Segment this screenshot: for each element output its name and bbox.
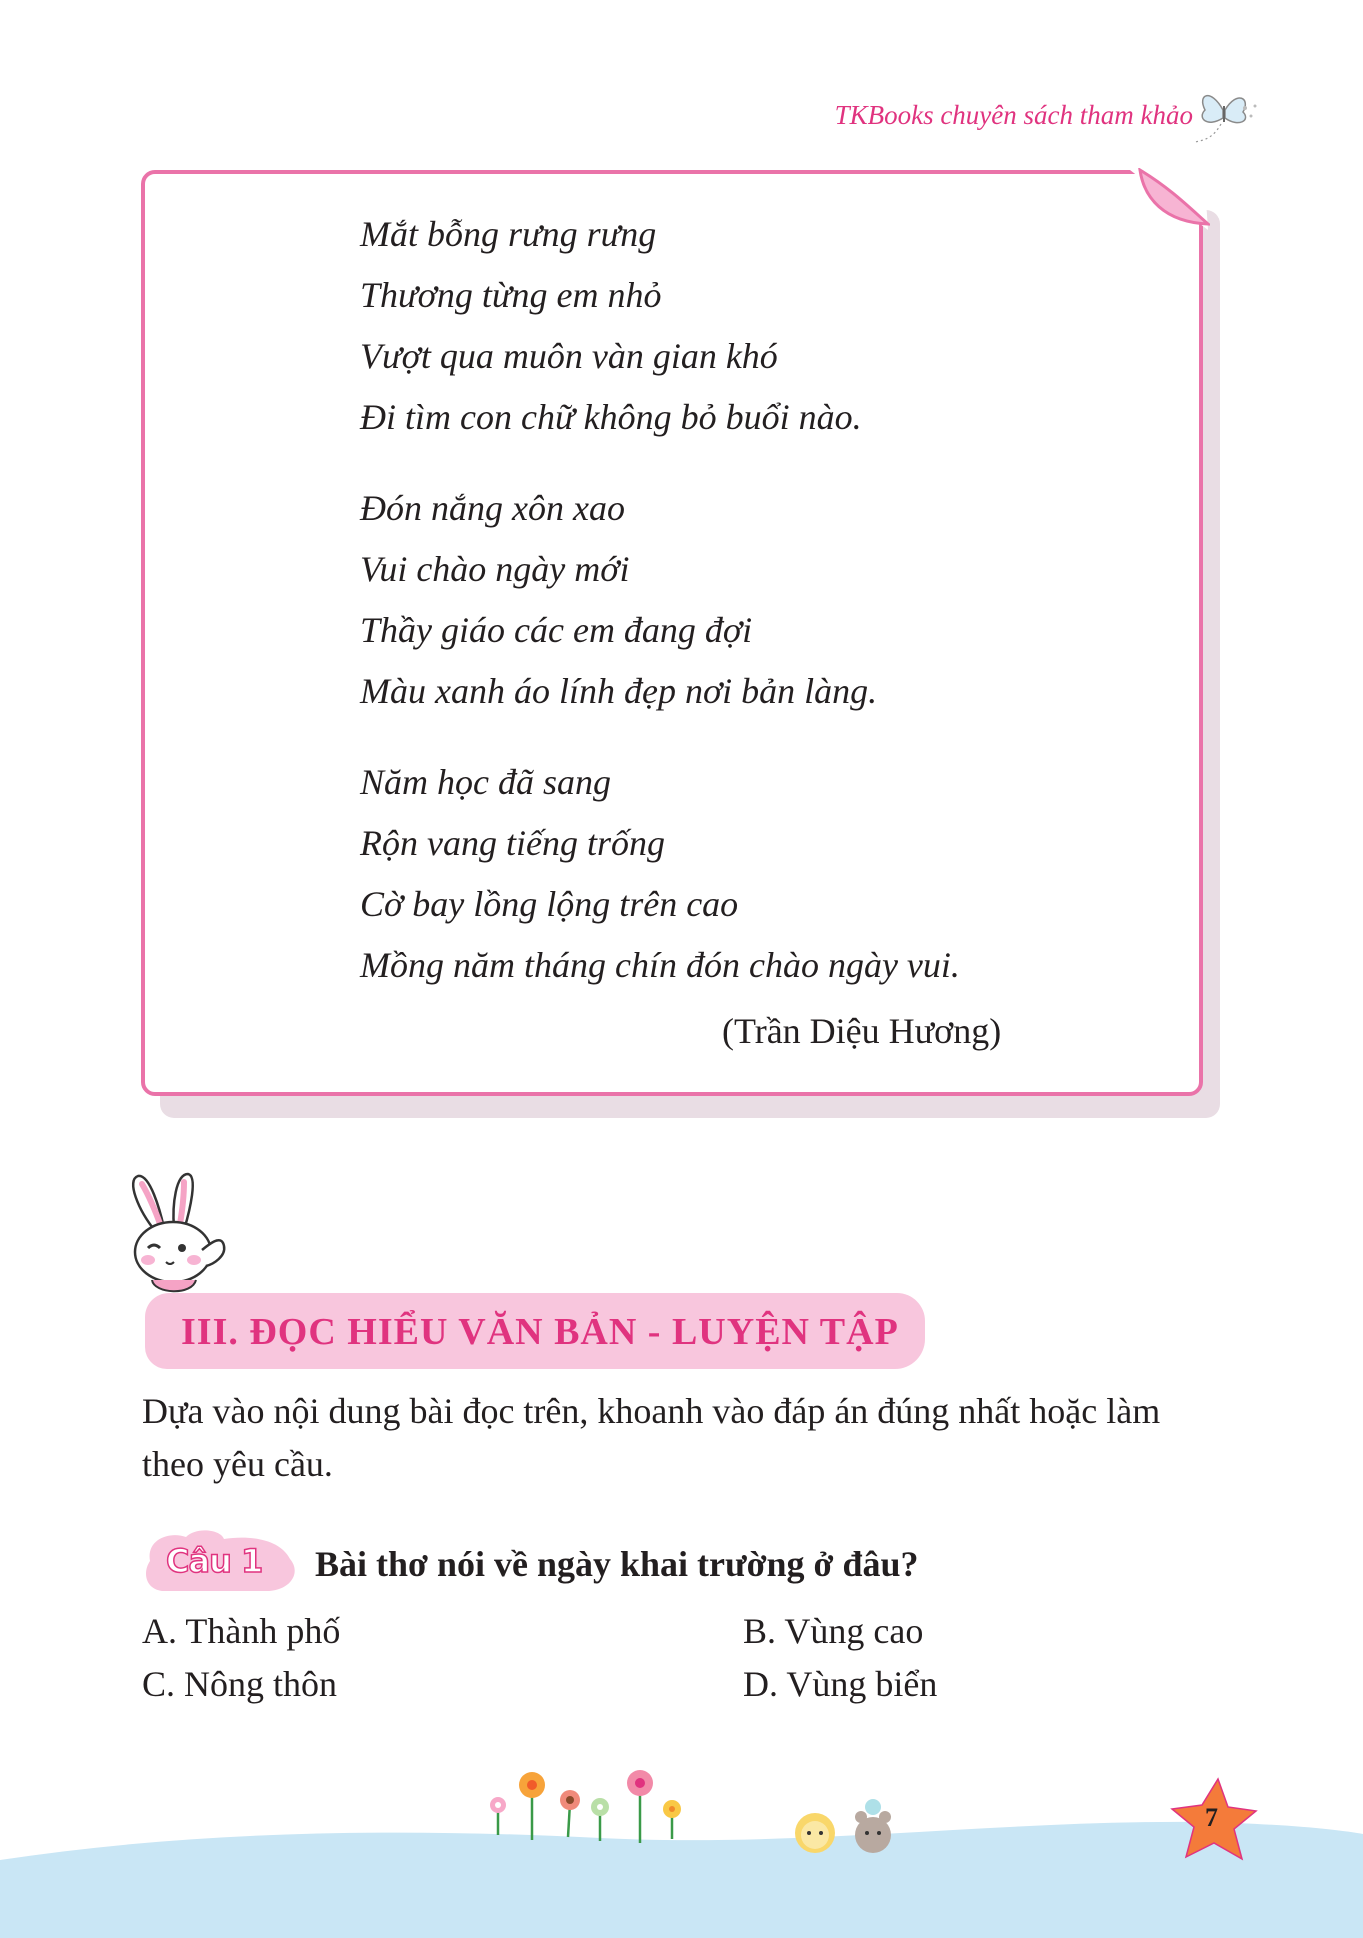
poem-author: (Trần Diệu Hương) [722,1011,1002,1051]
option-d[interactable]: D. Vùng biển [743,1664,938,1704]
poem-line: Thương từng em nhỏ [360,275,662,315]
option-a[interactable]: A. Thành phố [142,1611,341,1651]
poem-line: Vượt qua muôn vàn gian khó [360,336,778,376]
poem-line: Đi tìm con chữ không bỏ buổi nào. [360,397,862,437]
poem-line: Mồng năm tháng chín đón chào ngày vui. [360,945,960,985]
option-c[interactable]: C. Nông thôn [142,1664,338,1704]
poem-line: Mắt bỗng rưng rưng [360,214,657,254]
question-text: Bài thơ nói về ngày khai trường ở đâu? [315,1544,919,1584]
instructions-text: Dựa vào nội dung bài đọc trên, khoanh vào đáp án đúng nhất hoặc làm theo yêu cầu. [142,1391,1161,1484]
poem-stanza-3 [360,752,960,996]
poem-line: Vui chào ngày mới [360,549,630,589]
butterfly-icon [1193,80,1263,160]
header-brand: TKBooks chuyên sách tham khảo [834,100,1193,130]
bunny-icon [118,1170,233,1305]
page-curl-icon [1130,168,1210,238]
question-badge: Câu 1 [166,1542,263,1580]
poem-stanza-2 [360,478,877,722]
option-b[interactable]: B. Vùng cao [743,1611,924,1651]
poem-line: Năm học đã sang [360,762,611,802]
poem-stanza-1 [360,204,862,448]
section-title: III. ĐỌC HIỂU VĂN BẢN - LUYỆN TẬP [181,1311,899,1353]
flowers-decoration-icon [480,1765,690,1845]
poem-line: Đón nắng xôn xao [360,488,625,528]
poem-line: Rộn vang tiếng trống [360,823,665,863]
poem-line: Màu xanh áo lính đẹp nơi bản làng. [360,671,878,711]
page-number: 7 [1205,1803,1218,1832]
animals-decoration-icon [785,1795,900,1855]
poem-line: Thầy giáo các em đang đợi [360,610,753,650]
poem-line: Cờ bay lồng lộng trên cao [360,884,739,924]
